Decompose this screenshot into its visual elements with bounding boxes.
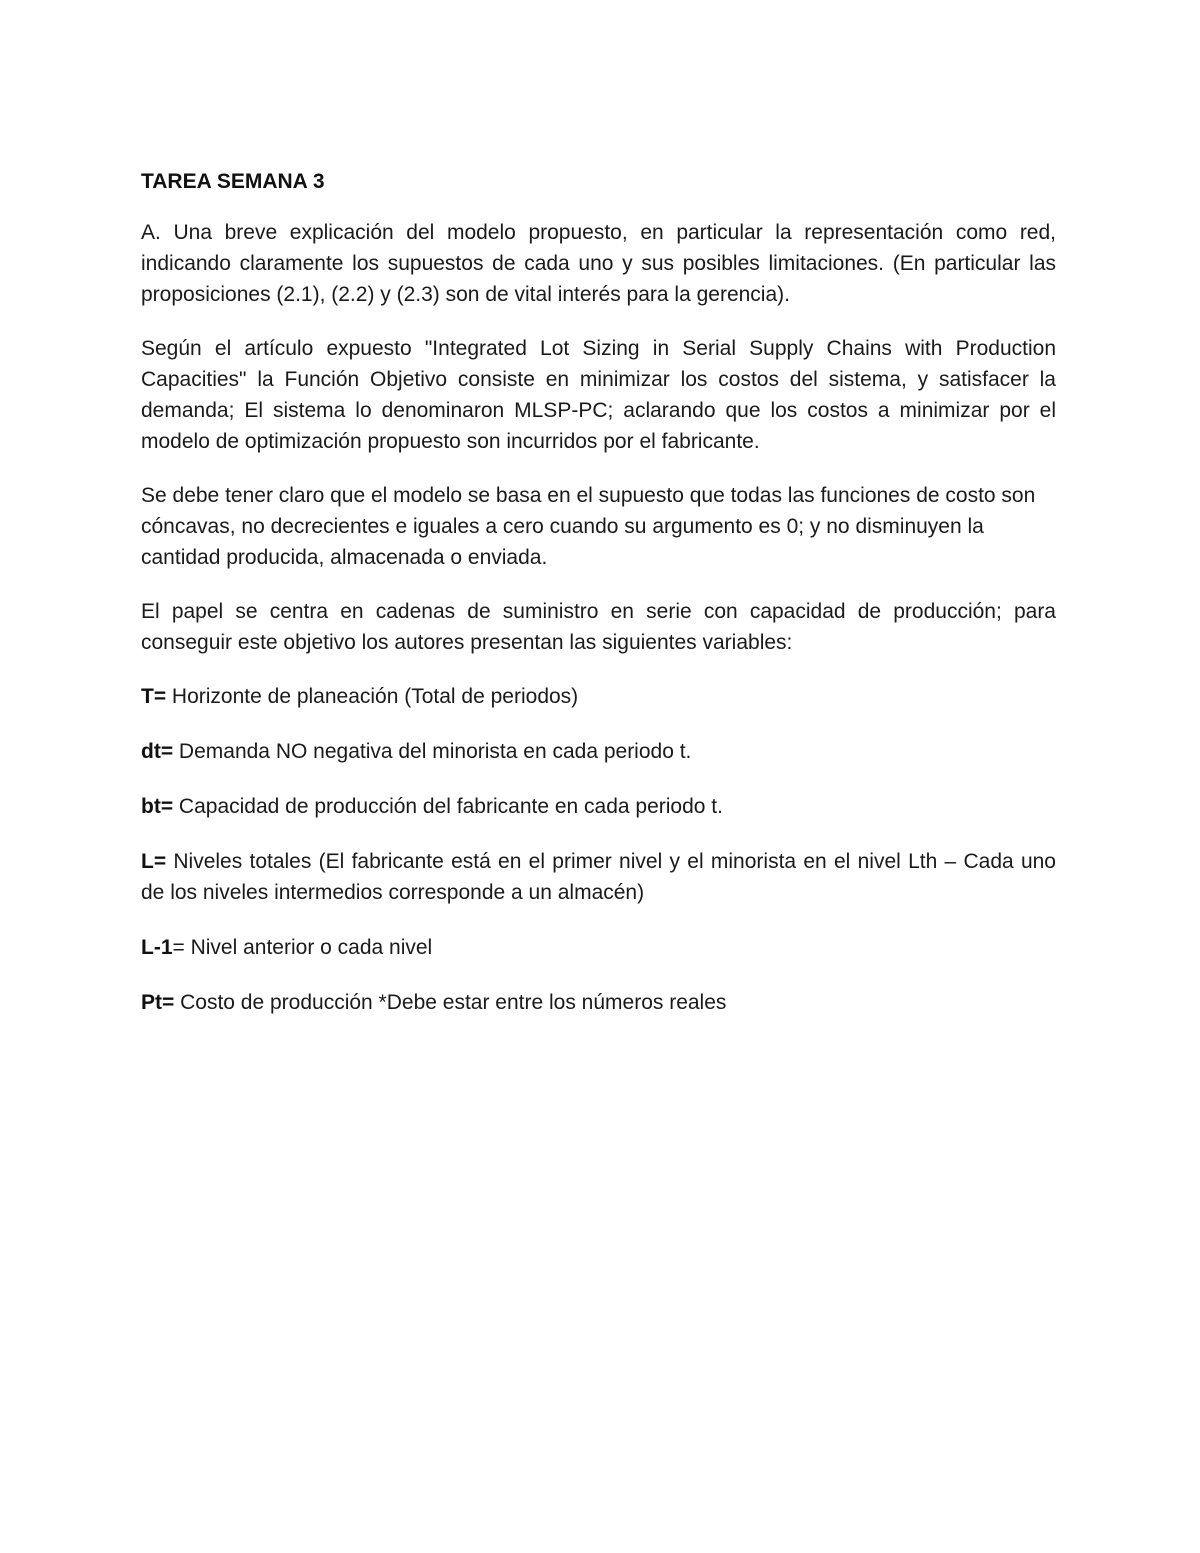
variable-definitions [141, 681, 1056, 1018]
definition-item [141, 932, 1056, 963]
definition-text: Capacidad de producción del fabricante en cada periodo t. [173, 795, 723, 818]
definition-text: Costo de producción *Debe estar entre los números reales [174, 991, 727, 1014]
definition-item [141, 987, 1056, 1018]
definition-text: = Nivel anterior o cada nivel [172, 936, 433, 959]
document-title: TAREA SEMANA 3 [141, 170, 325, 193]
definition-term: L-1 [141, 936, 173, 959]
definition-item [141, 736, 1056, 767]
paragraph-variables-intro: El papel se centra en cadenas de suministro en serie con capacidad de producción; para conseguir este objetivo los autores presentan las siguientes variables: [141, 600, 1056, 654]
definition-term: L= [141, 850, 167, 873]
document-page [141, 166, 1056, 1042]
definition-term: T= [141, 685, 167, 708]
definition-item [141, 791, 1056, 822]
definition-item [141, 846, 1056, 908]
paragraph-assumptions: Se debe tener claro que el modelo se basa en el supuesto que todas las funciones de costo son cóncavas, no decrecientes e iguales a cero cuando su argumento es 0; y no disminuyen la cantidad producida, almacenada o enviada. [141, 484, 1036, 569]
definition-term: bt= [141, 795, 174, 818]
definition-text: Niveles totales (El fabricante está en el primer nivel y el minorista en el nivel Lth – Cada uno de los niveles intermedios corresponde a un almacén) [141, 850, 1056, 904]
definition-text: Demanda NO negativa del minorista en cada periodo t. [173, 740, 692, 763]
paragraph-objective: Según el artículo expuesto "Integrated Lot Sizing in Serial Supply Chains with Production Capacities" la Función Objetivo consiste en minimizar los costos del sistema, y satisfacer la demanda; El sistema lo denominaron MLSP-PC; aclarando que los costos a minimizar por el modelo de optimización propuesto son incurridos por el fabricante. [141, 337, 1056, 453]
definition-item [141, 681, 1056, 712]
definition-term: Pt= [141, 991, 175, 1014]
paragraph-question: A. Una breve explicación del modelo propuesto, en particular la representación como red, indicando claramente los supuestos de cada uno y sus posibles limitaciones. (En particular las proposiciones (2.1), (2.2) y (2.3) son de vital interés para la gerencia). [141, 221, 1056, 306]
definition-text: Horizonte de planeación (Total de periodos) [166, 685, 579, 708]
definition-term: dt= [141, 740, 174, 763]
